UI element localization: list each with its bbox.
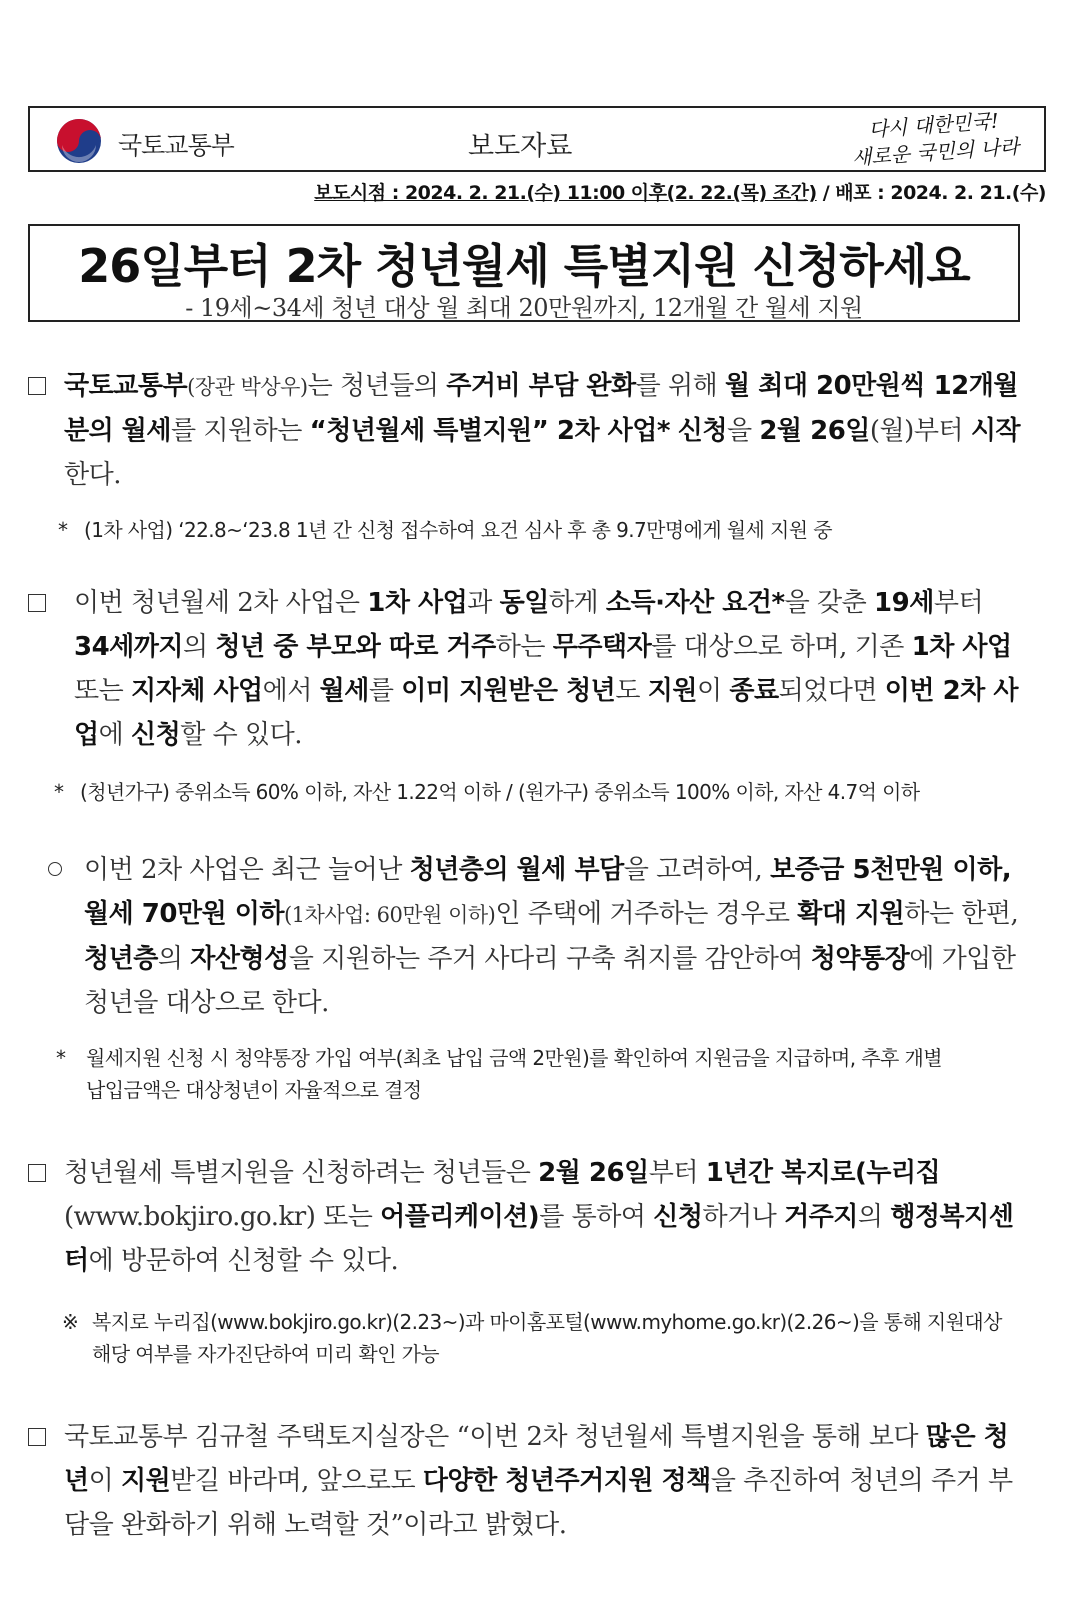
body-text: 을 지원하는 주거 사다리 구축 취지를 감안하여 <box>288 944 811 974</box>
emphasis-text: 신청 <box>653 1202 703 1232</box>
emphasis-text: 1년간 복지로(누리집 <box>705 1158 941 1188</box>
body-text: 를 지원하는 <box>171 416 310 446</box>
body-text: 이 <box>88 1466 122 1496</box>
title-box <box>28 224 1020 322</box>
body-text: 을 추진하여 청년의 주거 부담을 완화하기 위해 노력할 것”이라고 밝혔다. <box>64 1466 1013 1540</box>
footnote-2 <box>54 776 920 808</box>
body-text: 를 통하여 <box>539 1202 654 1232</box>
bullet-square-icon <box>28 1428 46 1446</box>
body-text: 의 <box>183 632 216 662</box>
body-text: 하는 한편, <box>904 899 1019 929</box>
emphasis-text: 지원 <box>647 676 697 706</box>
footnote-1 <box>58 514 832 546</box>
emphasis-text: 이번 2차 사업 <box>74 676 1018 750</box>
emphasis-text: 19세 <box>874 588 934 618</box>
body-text <box>670 416 678 446</box>
paragraph-4 <box>64 1151 1022 1283</box>
emphasis-text: 국토교통부 <box>64 371 188 401</box>
emphasis-text: 보증금 5천만원 이하, 월세 70만원 이하 <box>84 855 1012 929</box>
body-text: 이번 2차 사업은 최근 늘어난 <box>84 855 410 885</box>
body-text: (장관 박상우) <box>187 375 308 399</box>
emphasis-text: 2월 26일 <box>538 1158 649 1188</box>
emphasis-text: 청년 중 부모와 따로 거주 <box>215 632 496 662</box>
emphasis-text: 확대 지원 <box>797 899 905 929</box>
body-text: 할 수 있다. <box>180 720 303 750</box>
body-text: 되었다면 <box>778 676 885 706</box>
emphasis-text: 월 최대 20만원씩 12개월 분의 월세 <box>64 371 1018 446</box>
slogan-line-2: 새로운 국민의 나라 <box>850 134 1020 170</box>
slogan <box>849 106 1020 172</box>
release-info <box>314 178 1046 205</box>
body-text: * <box>54 780 64 804</box>
ministry-name: 국토교통부 <box>118 131 234 160</box>
body-text: 를 위해 <box>635 371 726 401</box>
emphasis-text: 종료 <box>729 676 779 706</box>
body-text: 도 <box>615 676 648 706</box>
body-text: (월) <box>869 416 914 446</box>
emphasis-text: 신청 <box>131 720 181 750</box>
document-type: 보도자료 <box>468 131 573 162</box>
body-text: 를 <box>368 676 402 706</box>
body-text: 하거나 <box>702 1202 785 1232</box>
emphasis-text: 청년층의 월세 부담 <box>409 855 624 885</box>
bullet-square-icon <box>28 377 46 395</box>
emphasis-text: 행정복지센터 <box>64 1202 1014 1276</box>
body-text: 부터 <box>913 416 971 446</box>
paragraph-2 <box>74 581 1022 757</box>
emphasis-text: 어플리케이션) <box>380 1202 540 1232</box>
body-text: 한다. <box>64 460 121 490</box>
body-text: 에서 <box>262 676 320 706</box>
body-text: 청년월세 특별지원을 신청하려는 청년들은 <box>64 1158 539 1188</box>
emphasis-text: 34세까지 <box>74 632 184 662</box>
emphasis-text: 주거비 부담 완화 <box>446 371 636 401</box>
release-time: 보도시점 : 2024. 2. 21.(수) 11:00 이후(2. 22.(목) 조간) <box>314 182 817 204</box>
body-text: 받길 바라며, 앞으로도 <box>170 1466 423 1496</box>
body-text: * <box>56 1046 66 1070</box>
emphasis-text: 무주택자 <box>552 632 652 662</box>
body-text: 의 <box>857 1202 891 1232</box>
distribution-date: / 배포 : 2024. 2. 21.(수) <box>816 182 1046 204</box>
body-text: 이 <box>696 676 730 706</box>
body-text: 을 <box>726 416 760 446</box>
emphasis-text: 시작 <box>970 416 1021 446</box>
emphasis-text: 지자체 사업 <box>131 676 263 706</box>
body-text: (www.bokjiro.go.kr) <box>64 1202 316 1232</box>
slogan-line-1: 다시 대한민국! <box>867 108 1000 142</box>
paragraph-3 <box>84 848 1022 1025</box>
emphasis-text: 동일 <box>499 588 549 618</box>
body-text: 을 고려하여, <box>623 855 771 885</box>
emphasis-text: 거주지 <box>784 1202 858 1232</box>
footnote-3 <box>56 1042 956 1106</box>
emphasis-text: 이미 지원받은 청년 <box>401 676 616 706</box>
emphasis-text: 다양한 청년주거지원 정책 <box>422 1466 711 1496</box>
body-text: 복지로 누리집(www.bokjiro.go.kr)(2.23~)과 마이홈포털(www.myhome.go.kr)(2.26~)을 통해 지원대상 해당 여부를 자가진단하여 미리 확인 가능 <box>92 1310 1002 1366</box>
body-text: (1차사업: 60만원 이하) <box>283 903 496 927</box>
body-text: 또는 <box>315 1202 381 1232</box>
emphasis-text: “청년월세 특별지원” 2차 사업* <box>309 416 670 446</box>
body-text: 에 방문하여 신청할 수 있다. <box>88 1246 399 1276</box>
emphasis-text: 지원 <box>121 1466 171 1496</box>
emphasis-text: 1차 사업 <box>367 588 468 618</box>
body-text: 하는 <box>495 632 553 662</box>
body-text: 을 갖춘 <box>784 588 875 618</box>
body-text: ※ <box>62 1310 79 1334</box>
body-text: * <box>58 518 68 542</box>
emphasis-text: 자산형성 <box>190 944 289 974</box>
emphasis-text: 청년층 <box>84 944 158 974</box>
bullet-square-icon <box>28 594 46 612</box>
body-text: 하게 <box>548 588 606 618</box>
emphasis-text: 많은 청년 <box>64 1422 1009 1496</box>
emphasis-text: 소득·자산 요건* <box>605 588 785 618</box>
paragraph-5 <box>64 1415 1022 1547</box>
body-text: 에 가입한 청년을 대상으로 한다. <box>84 944 1016 1018</box>
body-text: 는 청년들의 <box>307 371 447 401</box>
government-logo-icon <box>56 118 102 164</box>
body-text: 부터 <box>648 1158 706 1188</box>
body-text: 국토교통부 김규철 주택토지실장은 “이번 2차 청년월세 특별지원을 통해 보다 <box>64 1422 926 1452</box>
body-text: 과 <box>467 588 500 618</box>
body-text: 월세지원 신청 시 청약통장 가입 여부(최초 납입 금액 2만원)를 확인하여 지원금을 지급하며, 추후 개별 납입금액은 대상청년이 자율적으로 결정 <box>86 1046 942 1102</box>
emphasis-text: 청약통장 <box>810 944 910 974</box>
body-text: 부터 <box>933 588 984 618</box>
header-box <box>28 106 1046 172</box>
footnote-4 <box>62 1306 1024 1370</box>
bullet-square-icon <box>28 1164 46 1182</box>
body-text: 의 <box>157 944 191 974</box>
emphasis-text: 신청 <box>677 416 727 446</box>
emphasis-text: 1차 사업 <box>911 632 1012 662</box>
bullet-circle-icon <box>48 862 62 876</box>
body-text: (1차 사업) ‘22.8~‘23.8 1년 간 신청 접수하여 요건 심사 후 총 9.7만명에게 월세 지원 중 <box>84 518 832 542</box>
page-subtitle: - 19세~34세 청년 대상 월 최대 20만원까지, 12개월 간 월세 지원 <box>185 294 863 322</box>
paragraph-1 <box>64 364 1022 497</box>
page-title: 26일부터 2차 청년월세 특별지원 신청하세요 <box>78 239 970 293</box>
body-text: (청년가구) 중위소득 60% 이하, 자산 1.22억 이하 / (원가구) 중위소득 100% 이하, 자산 4.7억 이하 <box>80 780 920 804</box>
body-text: 에 <box>98 720 132 750</box>
body-text: 인 주택에 거주하는 경우로 <box>495 899 798 929</box>
body-text: 이번 청년월세 2차 사업은 <box>74 588 368 618</box>
emphasis-text: 2월 26일 <box>759 416 870 446</box>
body-text: 를 대상으로 하며, 기존 <box>651 632 912 662</box>
emphasis-text: 월세 <box>319 676 369 706</box>
body-text: 또는 <box>74 676 131 706</box>
